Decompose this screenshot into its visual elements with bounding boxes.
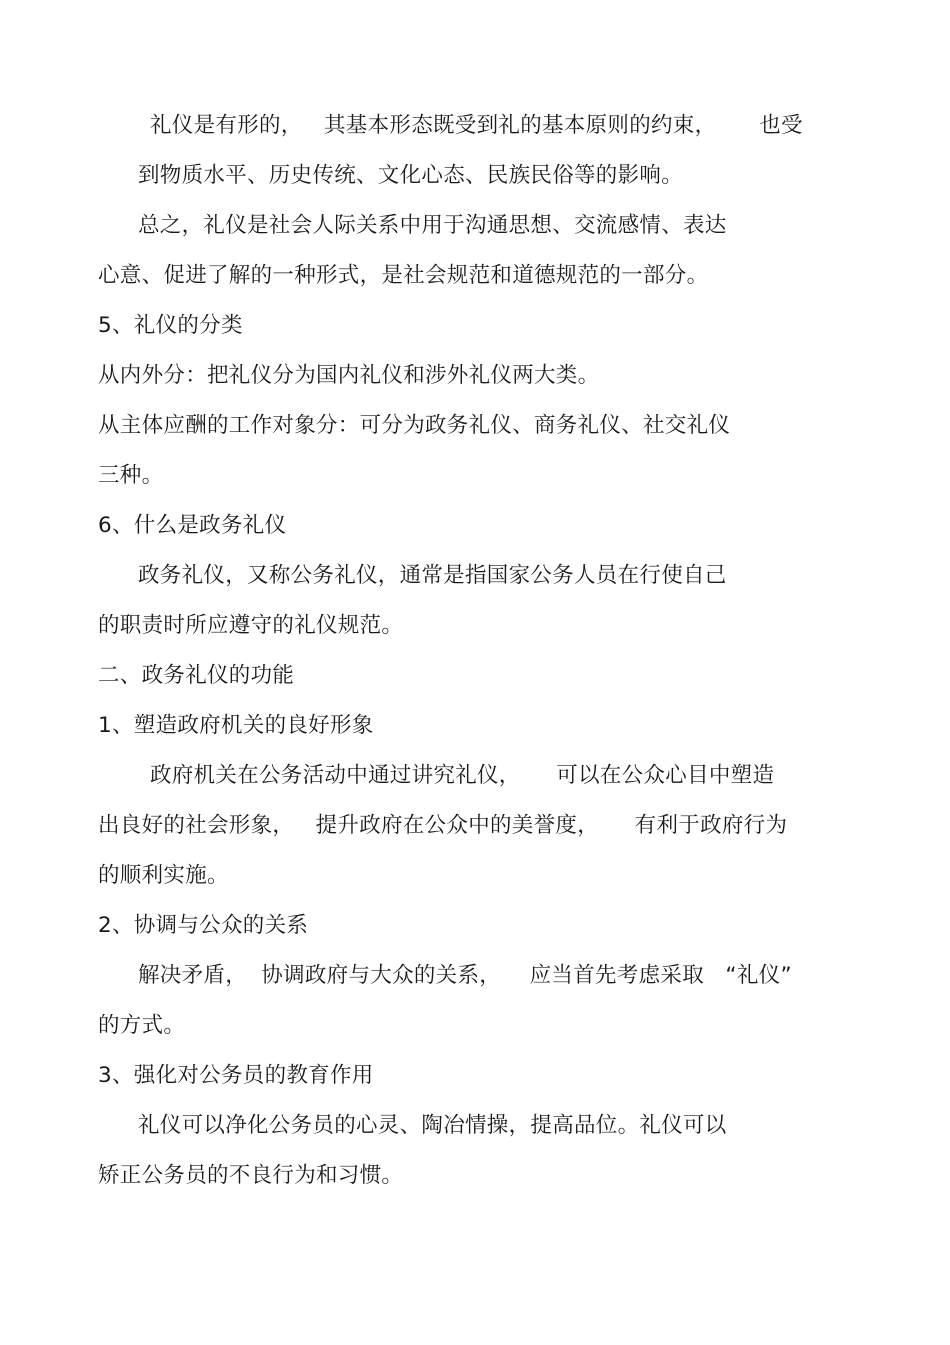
section-heading-5: 5、礼仪的分类 <box>98 313 243 338</box>
text-line-1: 礼仪是有形的， 其基本形态既受到礼的基本原则的约束， 也受 <box>150 113 803 138</box>
text-line-11: 的职责时所应遵守的礼仪规范。 <box>98 613 404 638</box>
text-line-6: 从内外分：把礼仪分为国内礼仪和涉外礼仪两大类。 <box>98 363 600 388</box>
text-line-2: 到物质水平、历史传统、文化心态、民族民俗等的影响。 <box>138 163 684 188</box>
text-line-10: 政务礼仪，又称公务礼仪，通常是指国家公务人员在行使自己 <box>138 563 727 588</box>
text-line-19: 的方式。 <box>98 1013 186 1038</box>
text-line-8: 三种。 <box>98 463 164 488</box>
text-line-21: 礼仪可以净化公务员的心灵、陶冶情操，提高品位。礼仪可以 <box>138 1113 727 1138</box>
text-line-22: 矫正公务员的不良行为和习惯。 <box>98 1163 404 1188</box>
subheading-1: 1、塑造政府机关的良好形象 <box>98 713 374 738</box>
chapter-heading-2: 二、政务礼仪的功能 <box>98 663 295 688</box>
subheading-3: 3、强化对公务员的教育作用 <box>98 1063 374 1088</box>
text-line-4: 心意、促进了解的一种形式，是社会规范和道德规范的一部分。 <box>98 263 709 288</box>
text-line-18: 解决矛盾， 协调政府与大众的关系， 应当首先考虑采取 “礼仪” <box>138 963 792 988</box>
text-line-15: 出良好的社会形象， 提升政府在公众中的美誉度， 有利于政府行为 <box>98 813 788 838</box>
subheading-2: 2、协调与公众的关系 <box>98 913 309 938</box>
section-heading-6: 6、什么是政务礼仪 <box>98 513 287 538</box>
text-line-3: 总之，礼仪是社会人际关系中用于沟通思想、交流感情、表达 <box>138 213 727 238</box>
text-line-7: 从主体应酬的工作对象分：可分为政务礼仪、商务礼仪、社交礼仪 <box>98 413 731 438</box>
text-line-14: 政府机关在公务活动中通过讲究礼仪， 可以在公众心目中塑造 <box>150 763 775 788</box>
text-line-16: 的顺利实施。 <box>98 863 229 888</box>
